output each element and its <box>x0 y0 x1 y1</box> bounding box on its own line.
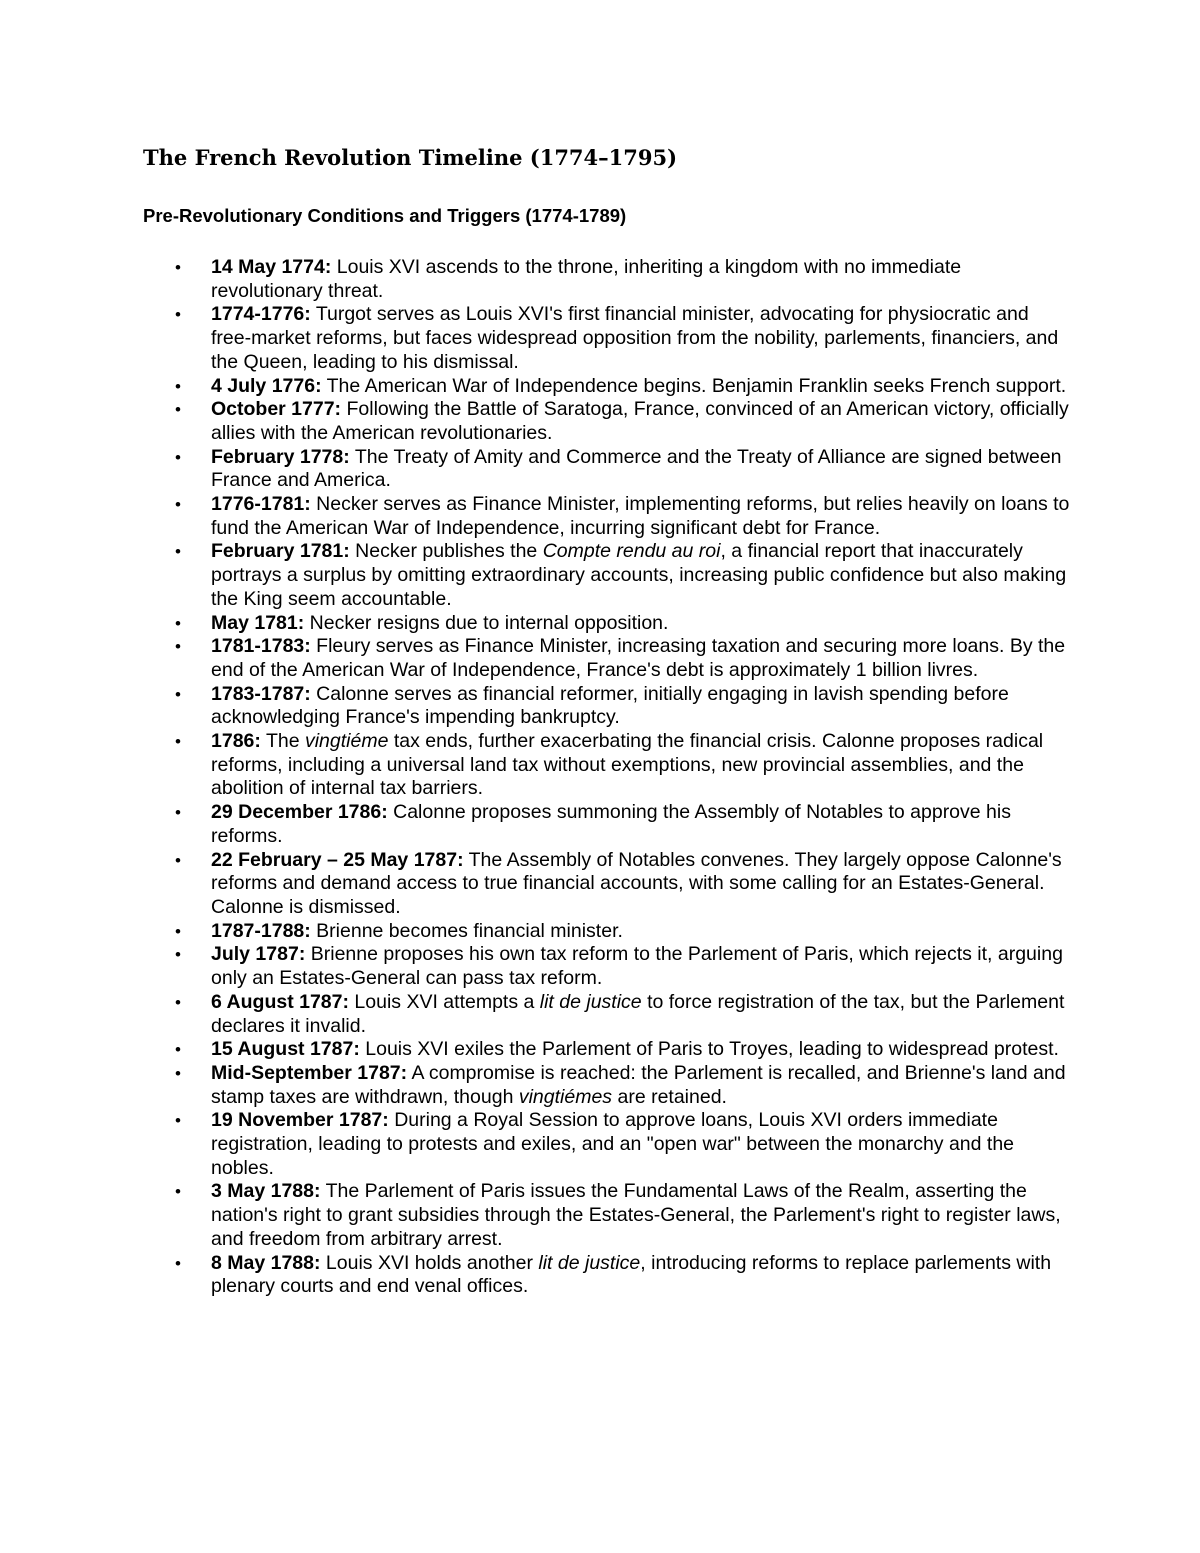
entry-date: October 1777: <box>211 398 342 421</box>
entry-date: 29 December 1786: <box>211 801 388 824</box>
entry-text: A compromise is reached: the Parlement is recalled, and Brienne's land and stamp taxes are withdrawn, though <box>211 1061 1066 1108</box>
entry-date: 19 November 1787: <box>211 1109 389 1132</box>
bullet-icon: • <box>175 945 181 965</box>
entry-date: July 1787: <box>211 943 306 966</box>
entry-date: 8 May 1788: <box>211 1251 321 1274</box>
bullet-icon: • <box>175 637 181 657</box>
section-heading: Pre-Revolutionary Conditions and Triggers (1774-1789) <box>143 205 627 226</box>
entry-text: The Assembly of Notables convenes. They largely oppose Calonne's reforms and demand access to true financial accounts, with some calling for an Estates-General. Calonne is dismissed. <box>211 848 1062 918</box>
entry-text: Louis XVI ascends to the throne, inheriting a kingdom with no immediate revolutionary threat. <box>211 256 962 302</box>
entry-text: Following the Battle of Saratoga, France, convinced of an American victory, officially allies with the American revolutionaries. <box>211 398 1069 444</box>
bullet-icon: • <box>175 992 181 1012</box>
entry-date: 1781-1783: <box>211 635 311 658</box>
timeline-entry <box>0 256 1071 303</box>
timeline-entry <box>0 635 1071 682</box>
entry-italic-term: lit de justice <box>539 990 642 1013</box>
entry-date: May 1781: <box>211 611 305 634</box>
timeline-entry <box>0 1062 1071 1109</box>
entry-text: to force registration of the tax, but the Parlement declares it invalid. <box>211 990 1065 1037</box>
entry-date: 6 August 1787: <box>211 990 349 1013</box>
timeline-entry <box>0 683 1071 730</box>
bullet-icon: • <box>175 850 181 870</box>
timeline-entry <box>0 493 1071 540</box>
bullet-icon: • <box>175 1253 181 1273</box>
entry-text: Louis XVI holds another <box>320 1251 539 1274</box>
entry-text: Louis XVI exiles the Parlement of Paris to Troyes, leading to widespread protest. <box>359 1038 1059 1061</box>
timeline-entry <box>0 446 1071 493</box>
bullet-icon: • <box>175 258 181 277</box>
bullet-icon: • <box>175 921 181 941</box>
timeline-entry <box>0 920 1071 944</box>
timeline-entry <box>0 1038 1071 1062</box>
entry-date: February 1781: <box>211 540 350 563</box>
timeline-entry <box>0 303 1071 374</box>
entry-text: Calonne proposes summoning the Assembly of Notables to approve his reforms. <box>211 801 1011 847</box>
entry-date: 14 May 1774: <box>211 256 332 278</box>
entry-date: 4 July 1776: <box>211 374 322 397</box>
entry-text: Fleury serves as Finance Minister, increasing taxation and securing more loans. By the end of the American War of Independence, France's debt is approximately 1 billion livres. <box>211 635 1066 681</box>
bullet-icon: • <box>175 732 181 752</box>
bullet-icon: • <box>175 400 181 420</box>
entry-text: Louis XVI attempts a <box>349 990 540 1013</box>
entry-date: Mid-September 1787: <box>211 1061 408 1084</box>
bullet-icon: • <box>175 542 181 562</box>
entry-text: Calonne serves as financial reformer, initially engaging in lavish spending before acknowledging France's impending bankruptcy. <box>211 682 1009 729</box>
entry-italic-term: vingtiéme <box>304 730 389 753</box>
entry-text: The Treaty of Amity and Commerce and the Treaty of Alliance are signed between France and America. <box>211 445 1062 492</box>
timeline-entry <box>0 730 1071 801</box>
entry-text: The <box>260 730 305 753</box>
bullet-icon: • <box>175 1063 181 1083</box>
timeline-entry <box>0 943 1071 990</box>
entry-date: 1786: <box>211 730 261 753</box>
bullet-icon: • <box>175 1111 181 1131</box>
entry-text: Brienne becomes financial minister. <box>310 919 623 942</box>
entry-text: Necker resigns due to internal opposition. <box>304 611 669 634</box>
entry-date: 1776-1781: <box>211 493 311 516</box>
entry-text: During a Royal Session to approve loans, Louis XVI orders immediate registration, leading to protests and exiles, and an "open war" between the monarchy and the nobles. <box>211 1109 1015 1179</box>
timeline-entry <box>0 991 1071 1038</box>
timeline-entry <box>0 1180 1071 1251</box>
timeline-entry <box>0 801 1071 848</box>
bullet-icon: • <box>175 684 181 704</box>
timeline-entry <box>0 849 1071 920</box>
entry-text: Turgot serves as Louis XVI's first financial minister, advocating for physiocratic and free-market reforms, but faces widespread opposition from the nobility, parlements, financiers, and the Queen, leading to his dismissal. <box>211 303 1059 373</box>
timeline-entry <box>0 1109 1071 1180</box>
document-title: The French Revolution Timeline (1774–1795) <box>143 145 678 170</box>
entry-text: are retained. <box>612 1085 727 1108</box>
timeline-list <box>0 256 1200 1299</box>
entry-date: 3 May 1788: <box>211 1180 321 1203</box>
entry-date: 15 August 1787: <box>211 1038 360 1061</box>
bullet-icon: • <box>175 1182 181 1202</box>
entry-italic-term: vingtiémes <box>518 1085 613 1108</box>
entry-text: Necker serves as Finance Minister, implementing reforms, but relies heavily on loans to fund the American War of Independence, incurring significant debt for France. <box>211 493 1070 539</box>
entry-text: Brienne proposes his own tax reform to the Parlement of Paris, which rejects it, arguing only an Estates-General can pass tax reform. <box>211 943 1063 990</box>
timeline-entry <box>0 540 1071 611</box>
timeline-entry <box>0 375 1071 399</box>
bullet-icon: • <box>175 613 181 633</box>
entry-date: 1787-1788: <box>211 919 311 942</box>
timeline-entry <box>0 398 1071 445</box>
bullet-icon: • <box>175 1040 181 1060</box>
bullet-icon: • <box>175 376 181 396</box>
entry-text: tax ends, further exacerbating the financial crisis. Calonne proposes radical reforms, including a universal land tax without exemptions, new provincial assemblies, and the abolition of internal tax barriers. <box>211 730 1044 800</box>
bullet-icon: • <box>175 495 181 515</box>
entry-text: The American War of Independence begins. Benjamin Franklin seeks French support. <box>321 374 1067 397</box>
entry-text: Necker publishes the <box>349 540 543 563</box>
entry-date: February 1778: <box>211 445 350 468</box>
entry-date: 22 February – 25 May 1787: <box>211 848 464 871</box>
timeline-entry <box>0 612 1071 636</box>
entry-italic-term: lit de justice <box>538 1251 641 1274</box>
bullet-icon: • <box>175 447 181 467</box>
entry-text: , a financial report that inaccurately portrays a surplus by omitting extraordinary accounts, increasing public confidence but also making the King seem accountable. <box>211 540 1067 610</box>
entry-text: The Parlement of Paris issues the Fundamental Laws of the Realm, asserting the nation's right to grant subsidies through the Estates-General, the Parlement's right to register laws, and freedom from arbitrary arrest. <box>211 1180 1061 1250</box>
bullet-icon: • <box>175 305 181 325</box>
timeline-entry <box>0 1252 1071 1299</box>
bullet-icon: • <box>175 803 181 823</box>
entry-italic-term: Compte rendu au roi <box>542 540 721 563</box>
entry-date: 1783-1787: <box>211 682 311 705</box>
entry-date: 1774-1776: <box>211 303 311 326</box>
entry-text: , introducing reforms to replace parlements with plenary courts and end venal offices. <box>211 1251 1052 1298</box>
